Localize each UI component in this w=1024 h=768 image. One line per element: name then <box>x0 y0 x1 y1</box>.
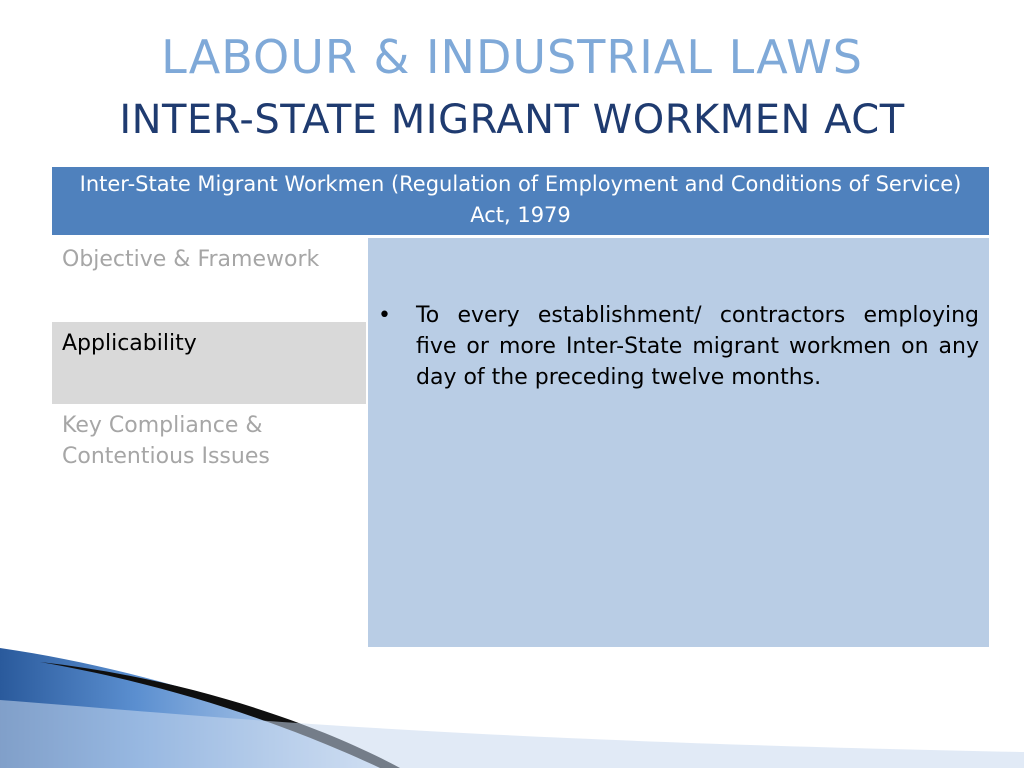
act-header: Inter-State Migrant Workmen (Regulation of Employment and Conditions of Service) Act, 1979 <box>52 167 989 235</box>
nav-item-applicability[interactable] <box>52 322 366 404</box>
page-title: LABOUR & INDUSTRIAL LAWS <box>161 30 863 84</box>
nav-item-objective-framework[interactable] <box>52 238 366 322</box>
nav-item-key-compliance[interactable] <box>52 404 366 494</box>
nav-item-label: Applicability <box>62 331 197 356</box>
bullet-dot-icon: • <box>378 303 391 328</box>
bullet-item <box>378 300 979 393</box>
nav-item-label: Objective & Framework <box>62 247 320 272</box>
nav-item-label: Key Compliance & Contentious Issues <box>62 413 270 469</box>
decorative-wave <box>0 640 1024 768</box>
bullet-text: To every establishment/ contractors employing five or more Inter-State migrant workmen on any day of the preceding twelve months. <box>416 303 979 390</box>
content-panel <box>368 238 989 647</box>
page-subtitle: INTER-STATE MIGRANT WORKMEN ACT <box>119 97 905 143</box>
